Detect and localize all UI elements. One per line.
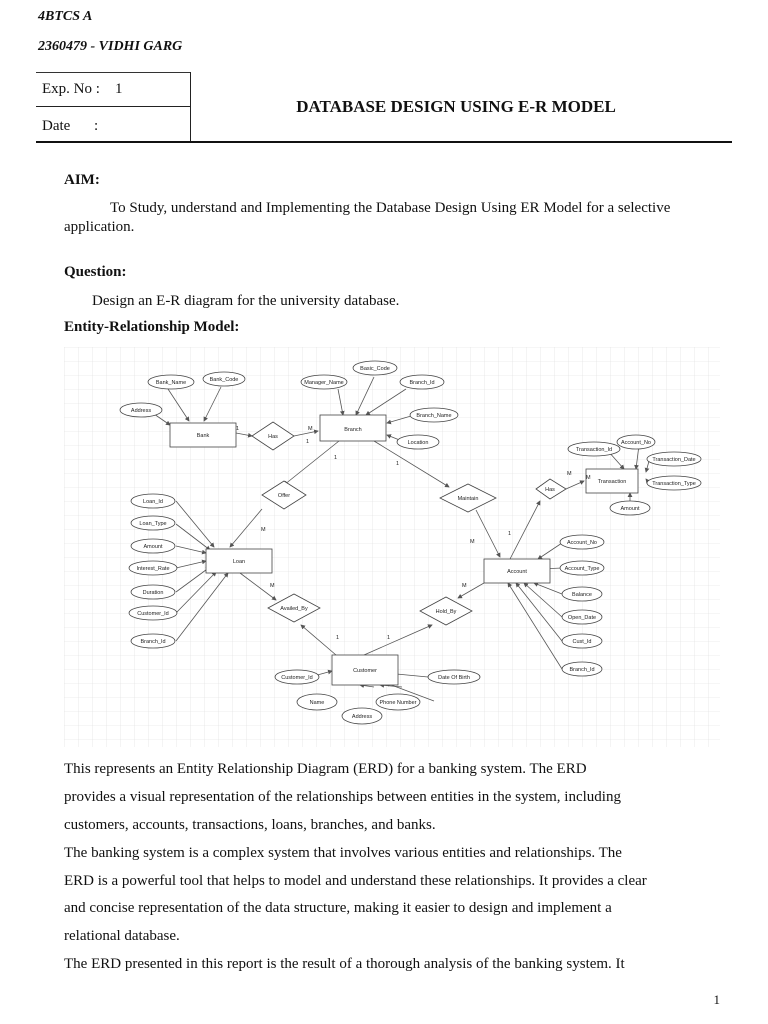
label-has: Has bbox=[268, 434, 278, 440]
svg-text:1: 1 bbox=[508, 531, 512, 537]
label-branch: Branch bbox=[344, 427, 362, 433]
svg-text:Transaction_Type: Transaction_Type bbox=[652, 481, 696, 487]
label-bank: Bank bbox=[196, 433, 210, 439]
svg-text:Loan_Id: Loan_Id bbox=[143, 499, 163, 505]
body-line-6: and concise representation of the data structure, making it easier to design and implement a bbox=[64, 900, 612, 916]
label-maintain: Maintain bbox=[457, 496, 479, 502]
date-label: Date bbox=[42, 118, 71, 134]
svg-text:1: 1 bbox=[336, 635, 340, 641]
date-colon: : bbox=[94, 118, 99, 134]
body-line-5: ERD is a powerful tool that helps to model and understand these relationships. It provides a clear bbox=[64, 873, 647, 889]
svg-text:Address: Address bbox=[351, 714, 373, 720]
label-transaction: Transaction bbox=[597, 479, 627, 485]
question-heading: Question: bbox=[64, 264, 127, 280]
svg-text:Customer_Id: Customer_Id bbox=[281, 675, 313, 681]
svg-text:Loan_Type: Loan_Type bbox=[139, 521, 167, 527]
svg-text:M: M bbox=[567, 471, 572, 477]
svg-text:Bank_Code: Bank_Code bbox=[209, 377, 239, 383]
svg-text:1: 1 bbox=[396, 461, 400, 467]
label-has-2: Has bbox=[545, 487, 555, 493]
svg-text:Manager_Name: Manager_Name bbox=[304, 380, 344, 386]
body-line-2: provides a visual representation of the relationships between entities in the system, including bbox=[64, 789, 621, 805]
aim-heading: AIM: bbox=[64, 172, 100, 188]
label-loan: Loan bbox=[232, 559, 246, 565]
svg-text:Bank_Name: Bank_Name bbox=[155, 380, 187, 386]
body-line-7: relational database. bbox=[64, 928, 180, 944]
question-text: Design an E-R diagram for the university database. bbox=[92, 293, 400, 309]
svg-text:1: 1 bbox=[236, 426, 240, 432]
label-hold-by: Hold_By bbox=[435, 609, 457, 615]
svg-text:Duration: Duration bbox=[142, 590, 164, 596]
svg-text:M: M bbox=[586, 475, 591, 481]
exp-no-value: 1 bbox=[115, 81, 123, 97]
svg-text:M: M bbox=[470, 539, 475, 545]
svg-text:Transaction_Id: Transaction_Id bbox=[575, 447, 613, 453]
svg-text:1: 1 bbox=[334, 455, 338, 461]
header-divider-middle bbox=[36, 106, 191, 107]
svg-text:Amount: Amount bbox=[620, 506, 640, 512]
svg-text:Account_No: Account_No bbox=[567, 540, 597, 546]
svg-text:Account_No: Account_No bbox=[621, 440, 651, 446]
body-line-3: customers, accounts, transactions, loans, branches, and banks. bbox=[64, 817, 436, 833]
body-line-4: The banking system is a complex system that involves various entities and relationships. The bbox=[64, 845, 622, 861]
svg-text:Branch_Id: Branch_Id bbox=[140, 639, 166, 645]
svg-text:Phone Number: Phone Number bbox=[379, 700, 417, 706]
page-number: 1 bbox=[713, 992, 720, 1007]
class-label: 4BTCS A bbox=[38, 9, 93, 24]
svg-text:Balance: Balance bbox=[572, 592, 592, 598]
svg-text:Account_Type: Account_Type bbox=[564, 566, 600, 572]
header-divider-bottom bbox=[36, 141, 732, 143]
svg-text:Amount: Amount bbox=[143, 544, 163, 550]
svg-text:Open_Date: Open_Date bbox=[567, 615, 597, 621]
document-title: DATABASE DESIGN USING E-R MODEL bbox=[296, 97, 616, 116]
body-line-8: The ERD presented in this report is the result of a thorough analysis of the banking system. It bbox=[64, 956, 625, 972]
svg-text:Address: Address bbox=[130, 408, 152, 414]
svg-text:M: M bbox=[462, 583, 467, 589]
svg-text:M: M bbox=[270, 583, 275, 589]
body-line-1: This represents an Entity Relationship Diagram (ERD) for a banking system. The ERD bbox=[64, 761, 587, 777]
label-availed-by: Availed_By bbox=[280, 606, 308, 612]
er-model-heading: Entity-Relationship Model: bbox=[64, 319, 240, 335]
aim-text: To Study, understand and Implementing the Database Design Using ER Model for a selective application. bbox=[64, 200, 671, 235]
svg-text:Interest_Rate: Interest_Rate bbox=[136, 566, 170, 572]
header-divider-top bbox=[36, 72, 191, 73]
svg-text:1: 1 bbox=[387, 635, 391, 641]
svg-text:Transaction_Date: Transaction_Date bbox=[652, 457, 696, 463]
label-account: Account bbox=[507, 569, 527, 575]
label-offer: Offer bbox=[277, 493, 291, 499]
svg-text:M: M bbox=[308, 426, 313, 432]
student-name: 2360479 - VIDHI GARG bbox=[38, 39, 183, 54]
er-diagram bbox=[64, 347, 720, 747]
svg-text:Date Of Birth: Date Of Birth bbox=[438, 675, 470, 681]
svg-text:Name: Name bbox=[309, 700, 325, 706]
svg-text:M: M bbox=[261, 527, 266, 533]
svg-text:Branch_Id: Branch_Id bbox=[569, 667, 595, 673]
svg-text:Branch_Name: Branch_Name bbox=[416, 413, 452, 419]
svg-text:Location: Location bbox=[407, 440, 429, 446]
svg-text:1: 1 bbox=[306, 439, 310, 445]
svg-text:Branch_Id: Branch_Id bbox=[409, 380, 435, 386]
exp-no-label: Exp. No : bbox=[42, 81, 100, 97]
svg-text:Cust_Id: Cust_Id bbox=[572, 639, 592, 645]
svg-text:Basic_Code: Basic_Code bbox=[360, 366, 390, 372]
svg-text:Customer_Id: Customer_Id bbox=[137, 611, 169, 617]
label-customer: Customer bbox=[353, 668, 377, 674]
